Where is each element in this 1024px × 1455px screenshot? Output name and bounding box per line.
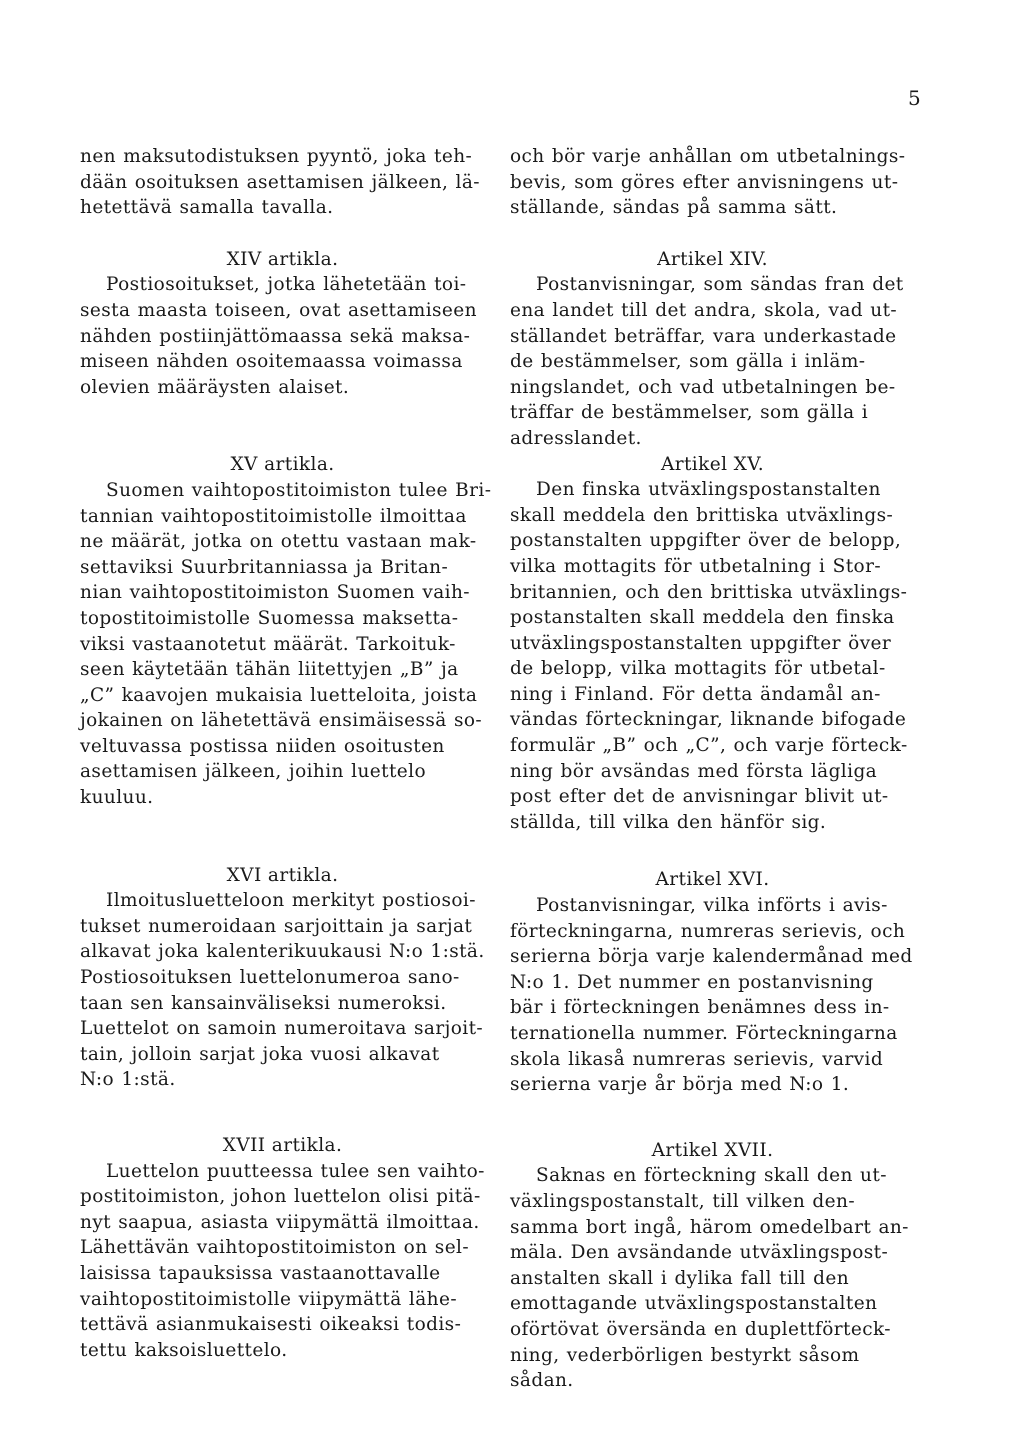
text-line: olevien määräysten alaiset. xyxy=(80,376,350,398)
swedish-article-17 xyxy=(510,1138,915,1394)
article-heading: Artikel XVII. xyxy=(651,1139,774,1161)
swedish-article-14 xyxy=(510,247,915,452)
text-line: Luettelon puutteessa tulee sen vaihto- xyxy=(106,1160,485,1182)
swedish-article-15 xyxy=(510,452,915,836)
text-line: träffar de bestämmelser, som gälla i xyxy=(510,402,869,424)
text-line: sådan. xyxy=(510,1370,574,1392)
text-line: de belopp, vilka mottagits för utbetal- xyxy=(510,658,886,680)
text-line: och bör varje anhållan om utbetalnings- xyxy=(510,146,906,167)
text-line: miseen nähden osoitemaassa voimassa xyxy=(80,351,463,373)
finnish-column xyxy=(80,144,492,1363)
text-line: Postanvisningar, vilka införts i avis- xyxy=(536,895,888,917)
text-line: skall meddela den brittiska utväxlings- xyxy=(510,504,894,526)
text-line: ternationella nummer. Förteckningarna xyxy=(510,1023,898,1044)
text-line: Luettelot on samoin numeroitava sarjoit- xyxy=(80,1018,484,1040)
article-heading: XVII artikla. xyxy=(222,1135,343,1156)
article-heading: Artikel XIV. xyxy=(657,248,768,270)
text-line: seen käytetään tähän liitettyjen „B” ja xyxy=(80,659,459,681)
text-line: Postiosoitukset, jotka lähetetään toi- xyxy=(106,274,467,296)
text-line: dään osoituksen asettamisen jälkeen, lä- xyxy=(80,171,480,193)
text-line: sesta maasta toiseen, ovat asettamiseen xyxy=(80,299,477,321)
text-line: ning bör avsändas med första lägliga xyxy=(510,760,878,782)
text-line: nian vaihtopostitoimiston Suomen vaih- xyxy=(80,582,470,604)
text-line: Saknas en förteckning skall den ut- xyxy=(536,1165,887,1187)
text-line: utväxlingspostanstalten uppgifter över xyxy=(510,632,892,654)
text-line: taan sen kansainväliseksi numeroksi. xyxy=(80,992,447,1014)
text-line: postanstalten skall meddela den finska xyxy=(510,607,895,629)
text-line: topostitoimistolle Suomessa maksetta- xyxy=(80,607,459,629)
text-line: oförtövat översända en duplettförteck- xyxy=(510,1318,891,1340)
text-line: ne määrät, jotka on otettu vastaan mak- xyxy=(80,531,477,553)
text-line: bevis, som göres efter anvisningens ut- xyxy=(510,171,899,193)
text-line: kuuluu. xyxy=(80,787,154,809)
finnish-article-16 xyxy=(80,863,485,1093)
text-line: tannian vaihtopostitoimistolle ilmoittaa xyxy=(80,505,467,527)
finnish-article-17 xyxy=(80,1133,485,1363)
text-line: N:o 1:stä. xyxy=(80,1069,176,1091)
text-line: vilka mottagits för utbetalning i Stor- xyxy=(510,555,881,577)
text-line: växlingspostanstalt, till vilken den- xyxy=(510,1190,855,1212)
text-line: samma bort ingå, härom omedelbart an- xyxy=(510,1216,909,1238)
text-line: asettamisen jälkeen, joihin luettelo xyxy=(80,761,427,783)
text-line: tukset numeroidaan sarjoittain ja sarjat xyxy=(80,915,473,937)
text-line: serierna varje år börja med N:o 1. xyxy=(510,1074,850,1096)
text-line: adresslandet. xyxy=(510,427,642,449)
text-line: Ilmoitusluetteloon merkityt postiosoi- xyxy=(106,890,476,912)
text-line: Postanvisningar, som sändas fran det xyxy=(536,274,904,296)
text-line: postitoimiston, johon luettelon olisi pitä- xyxy=(80,1186,481,1208)
text-line: Suomen vaihtopostitoimiston tulee Bri- xyxy=(106,479,492,501)
text-line: anstalten skall i dylika fall till den xyxy=(510,1267,850,1289)
text-line: ena landet till det andra, skola, vad ut- xyxy=(510,299,898,321)
text-line: vaihtopostitoimistolle viipymättä lähe- xyxy=(80,1288,457,1310)
text-line: Lähettävän vaihtopostitoimiston on sel- xyxy=(80,1237,470,1259)
text-line: nen maksutodistuksen pyyntö, joka teh- xyxy=(80,146,473,167)
text-line: hetettävä samalla tavalla. xyxy=(80,197,334,219)
article-heading: Artikel XV. xyxy=(660,453,765,475)
article-heading: XV artikla. xyxy=(230,454,335,476)
text-line: förteckningarna, numreras serievis, och xyxy=(510,920,906,942)
text-line: settaviksi Suurbritanniassa ja Britan- xyxy=(80,556,449,578)
text-line: ning, vederbörligen bestyrkt såsom xyxy=(510,1344,860,1366)
text-line: tettu kaksoisluettelo. xyxy=(80,1339,288,1361)
text-line: mäla. Den avsändande utväxlingspost- xyxy=(510,1242,889,1264)
text-line: Den finska utväxlingspostanstalten xyxy=(536,479,881,501)
text-line: britannien, och den brittiska utväxlings- xyxy=(510,581,908,603)
finnish-article-14 xyxy=(80,247,485,401)
article-heading: XVI artikla. xyxy=(226,864,339,886)
text-line: ställande, sändas på samma sätt. xyxy=(510,197,838,219)
text-line: tain, jolloin sarjat joka vuosi alkavat xyxy=(80,1043,440,1065)
swedish-article-16 xyxy=(510,867,915,1097)
text-line: jokainen on lähetettävä ensimäisessä so- xyxy=(80,710,483,732)
text-line: formulär „B” och „C”, och varje förteck- xyxy=(510,735,908,757)
finnish-article-15 xyxy=(80,452,492,810)
text-line: bär i förteckningen benämnes dess in- xyxy=(510,997,890,1019)
swedish-intro xyxy=(510,144,915,221)
text-line: Postiosoituksen luettelonumeroa sano- xyxy=(80,967,460,989)
text-line: nähden postiinjättömaassa sekä maksa- xyxy=(80,325,471,347)
text-line: ställda, till vilka den hänför sig. xyxy=(510,811,827,833)
text-line: de bestämmelser, som gälla i inläm- xyxy=(510,351,866,373)
text-line: skola likaså numreras serievis, varvid xyxy=(510,1048,884,1070)
text-line: post efter det de anvisningar blivit ut- xyxy=(510,786,889,808)
text-line: vändas förteckningar, liknande bifogade xyxy=(510,709,907,731)
text-line: ställandet beträffar, vara underkastade xyxy=(510,325,897,347)
text-line: veltuvassa postissa niiden osoitusten xyxy=(80,735,445,757)
text-line: tettävä asianmukaisesti oikeaksi todis- xyxy=(80,1314,462,1336)
text-line: emottagande utväxlingspostanstalten xyxy=(510,1293,878,1315)
text-line: postanstalten uppgifter över de belopp, xyxy=(510,530,902,552)
text-line: nyt saapua, asiasta viipymättä ilmoittaa. xyxy=(80,1211,480,1233)
text-line: N:o 1. Det nummer en postanvisning xyxy=(510,971,874,993)
text-line: laisissa tapauksissa vastaanottavalle xyxy=(80,1262,441,1284)
text-line: ningslandet, och vad utbetalningen be- xyxy=(510,376,896,398)
page-number: 5 xyxy=(908,86,921,110)
swedish-column xyxy=(510,144,915,1394)
text-line: ning i Finland. För detta ändamål an- xyxy=(510,683,881,705)
text-line: viksi vastaanotetut määrät. Tarkoituk- xyxy=(80,633,456,655)
text-line: alkavat joka kalenterikuukausi N:o 1:stä. xyxy=(80,941,485,963)
article-heading: Artikel XVI. xyxy=(655,869,770,891)
text-line: „C” kaavojen mukaisia luetteloita, joista xyxy=(80,684,478,706)
article-heading: XIV artikla. xyxy=(226,248,339,270)
finnish-intro xyxy=(80,144,485,221)
text-line: serierna börja varje kalendermånad med xyxy=(510,946,913,968)
